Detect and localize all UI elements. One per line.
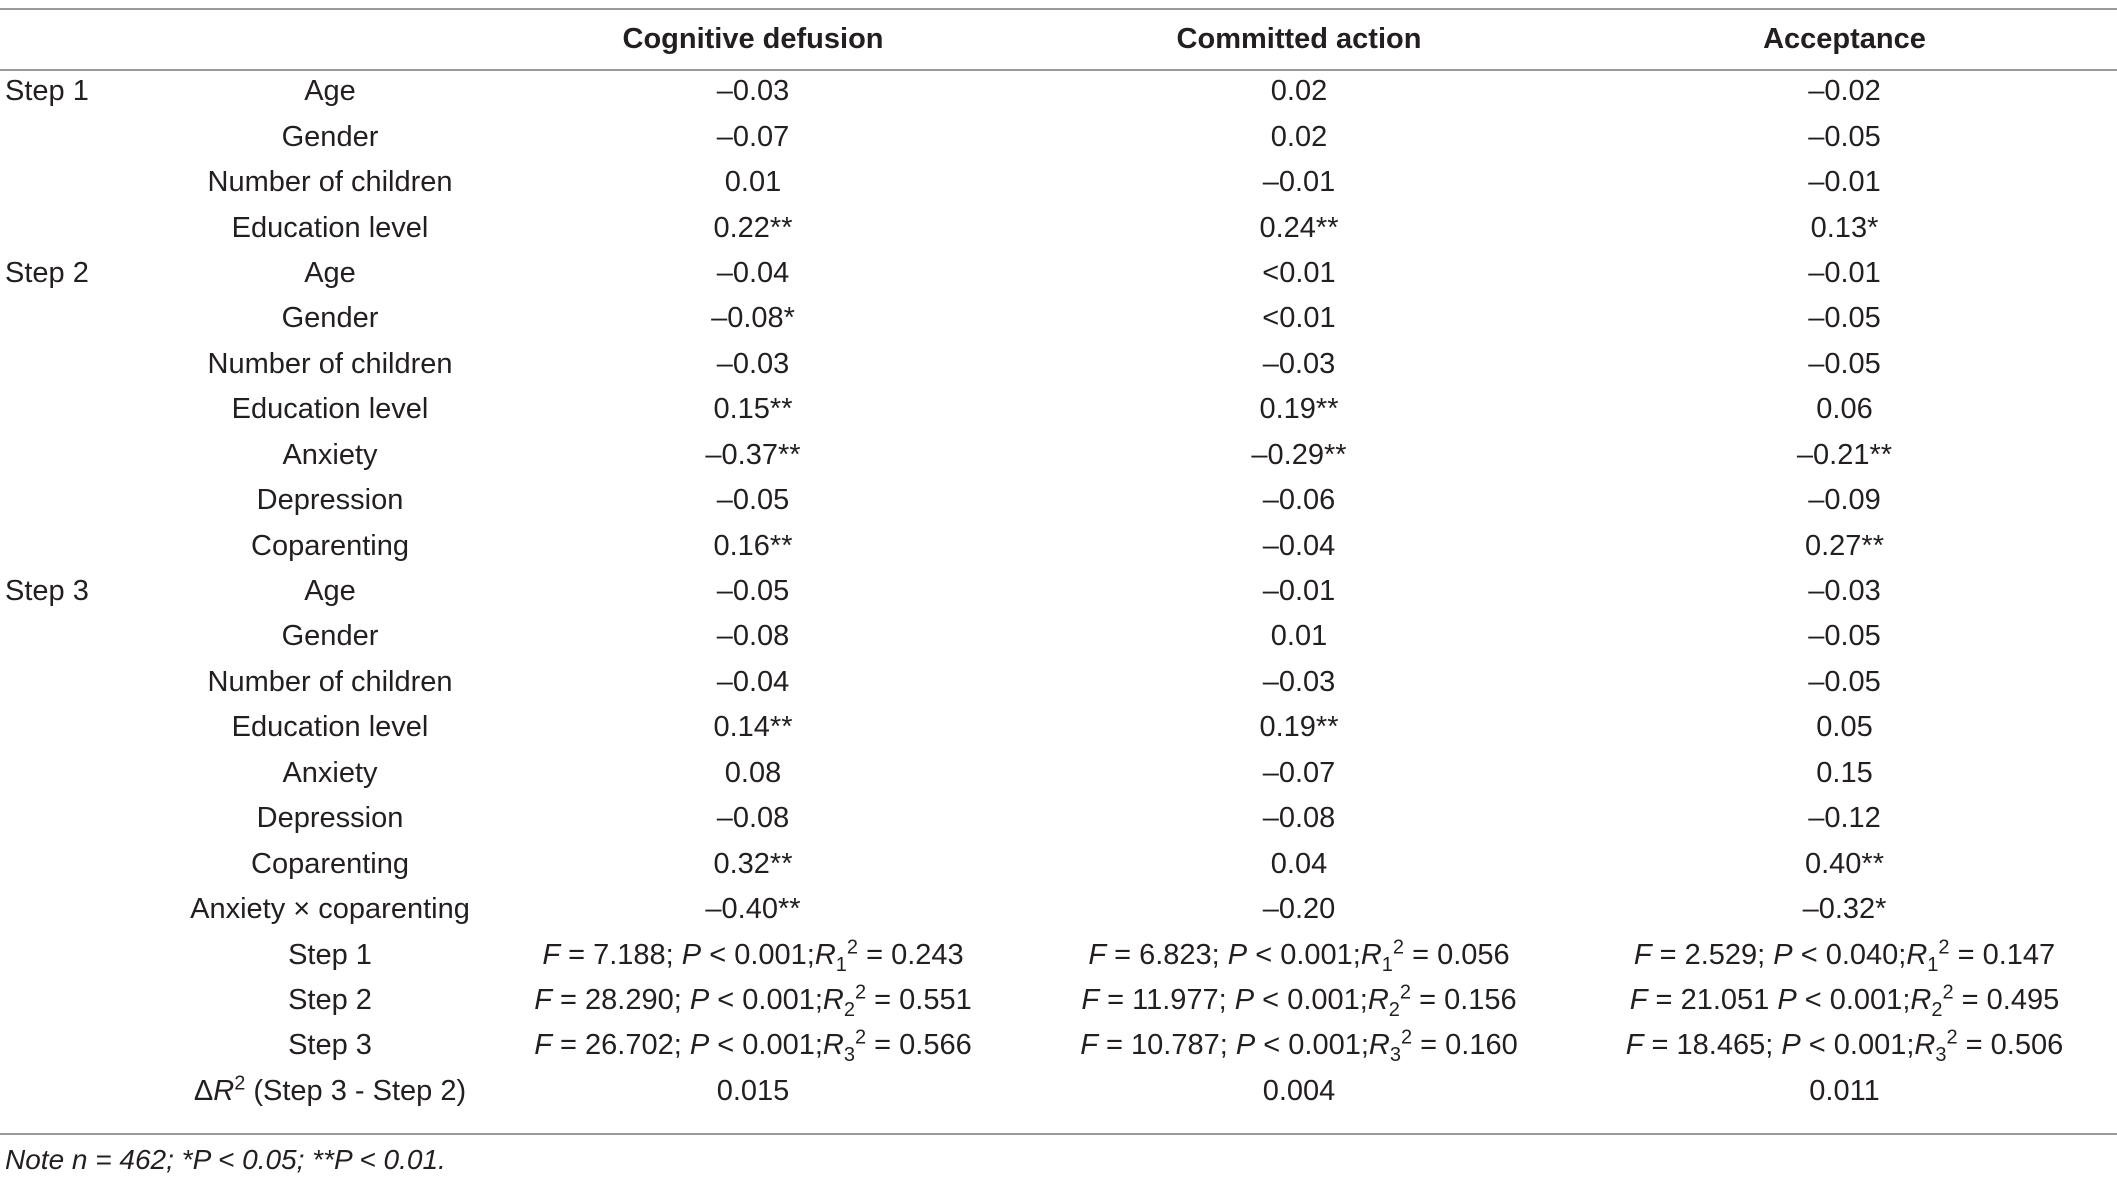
separator: ; [1219, 1029, 1228, 1062]
less-than: < [1255, 1029, 1289, 1062]
table-row [0, 796, 2117, 841]
step-label [0, 296, 180, 341]
r-letter: R [814, 938, 836, 971]
step-label [0, 841, 180, 886]
r-superscript: 2 [1392, 935, 1405, 958]
table-body [0, 69, 2117, 1114]
table-note: Note n = 462; *P < 0.05; **P < 0.01. [5, 1144, 446, 1175]
acceptance-value: –0.05 [1808, 347, 1881, 380]
cognitive-defusion-value: –0.08 [716, 802, 790, 835]
committed-action-value: –0.01 [1262, 575, 1336, 608]
p-value: 0.001 [742, 1029, 815, 1062]
equals: = [858, 938, 892, 971]
acceptance-value: –0.03 [1808, 575, 1881, 608]
delta-symbol: Δ [193, 1074, 214, 1107]
p-letter: P [1235, 1029, 1256, 1062]
committed-action-value: <0.01 [1262, 256, 1336, 289]
cognitive-defusion-delta: 0.015 [716, 1074, 790, 1107]
separator: ; [1906, 1029, 1915, 1062]
step-label [0, 478, 180, 523]
less-than: < [1254, 983, 1288, 1016]
p-letter: P [681, 938, 702, 971]
r-superscript: 2 [1946, 1026, 1958, 1049]
r2-value: 0.147 [1982, 938, 2056, 971]
cognitive-defusion-value: –0.05 [716, 484, 790, 517]
r-letter: R [1367, 983, 1389, 1016]
r-letter: R [1360, 938, 1382, 971]
table-row [0, 251, 2117, 296]
equals: = [866, 983, 900, 1016]
cognitive-defusion-value: –0.04 [716, 256, 790, 289]
variable-label: Number of children [207, 166, 453, 199]
committed-action-value: –0.03 [1262, 347, 1336, 380]
cognitive-defusion-value: –0.40** [705, 893, 801, 926]
acceptance-value: –0.09 [1808, 484, 1881, 517]
cognitive-defusion-value: 0.08 [724, 756, 782, 789]
p-value: 0.040 [1825, 938, 1899, 971]
step-label: Step 1 [5, 75, 89, 108]
r2-value: 0.551 [899, 983, 972, 1016]
acceptance-value: 0.27** [1804, 529, 1884, 562]
cognitive-defusion-value: –0.08 [716, 620, 790, 653]
r2-value: 0.243 [891, 938, 964, 971]
f-letter: F [1088, 938, 1107, 971]
cognitive-defusion-value: 0.15** [713, 393, 793, 426]
r-subscript: 2 [843, 998, 855, 1021]
p-letter: P [1781, 1029, 1801, 1062]
step-label [0, 205, 180, 250]
separator: ; [1765, 1029, 1774, 1062]
cognitive-defusion-value: –0.05 [716, 575, 790, 608]
variable-label: Age [304, 256, 356, 289]
cognitive-defusion-value: 0.32** [713, 847, 793, 880]
variable-label: Number of children [207, 665, 453, 698]
table-row [0, 160, 2117, 205]
f-value: 2.529 [1684, 938, 1758, 971]
header-acceptance: Acceptance [1763, 23, 1926, 55]
separator: ; [814, 1029, 823, 1062]
separator: ; [1218, 983, 1227, 1016]
separator: ; [814, 983, 823, 1016]
f-value: 10.787 [1131, 1029, 1220, 1062]
cognitive-defusion-value: –0.03 [716, 347, 790, 380]
acceptance-model-stats [1572, 978, 2117, 1023]
table-row [0, 296, 2117, 341]
table-row [0, 114, 2117, 159]
p-letter: P [689, 983, 710, 1016]
cognitive-defusion-model-stats [480, 932, 1026, 977]
p-letter: P [1773, 938, 1793, 971]
less-than: < [1796, 983, 1830, 1016]
stats-step-label: Step 3 [288, 1029, 372, 1062]
acceptance-delta: 0.011 [1809, 1074, 1880, 1107]
committed-action-value: –0.01 [1262, 166, 1336, 199]
equals: = [1106, 938, 1140, 971]
committed-action-value: 0.01 [1270, 620, 1328, 653]
variable-label: Depression [256, 484, 404, 517]
committed-action-delta: 0.004 [1262, 1074, 1336, 1107]
p-letter: P [1777, 983, 1797, 1016]
cognitive-defusion-value: –0.04 [716, 665, 790, 698]
separator: ; [1757, 938, 1766, 971]
committed-action-value: 0.24** [1259, 211, 1339, 244]
variable-label: Anxiety [282, 756, 378, 789]
p-value: 0.001 [734, 938, 807, 971]
variable-label: Age [304, 75, 356, 108]
r-letter: R [1906, 938, 1928, 971]
f-value: 28.290 [585, 983, 674, 1016]
f-letter: F [542, 938, 561, 971]
r-subscript: 2 [1388, 998, 1400, 1021]
step-label [0, 160, 180, 205]
equals: = [1412, 1029, 1446, 1062]
less-than: < [709, 1029, 743, 1062]
equals: = [1647, 983, 1681, 1016]
committed-action-model-stats [1026, 932, 1572, 977]
less-than: < [701, 938, 735, 971]
f-letter: F [1081, 983, 1100, 1016]
table-row [0, 660, 2117, 705]
p-value: 0.001 [1833, 1029, 1907, 1062]
variable-label: Gender [281, 302, 379, 335]
variable-label: Number of children [207, 347, 453, 380]
header-step-blank [0, 10, 180, 69]
less-than: < [1247, 938, 1281, 971]
less-than: < [1800, 1029, 1834, 1062]
step-label-blank [0, 978, 180, 1023]
acceptance-value: –0.05 [1808, 120, 1881, 153]
r-superscript: 2 [854, 1026, 867, 1049]
space [682, 1029, 690, 1061]
equals: = [1643, 1029, 1677, 1062]
r-subscript: 1 [1927, 953, 1939, 976]
acceptance-value: 0.13* [1810, 211, 1879, 244]
acceptance-value: –0.01 [1808, 166, 1881, 199]
cognitive-defusion-model-stats [480, 1023, 1026, 1068]
committed-action-model-stats [1026, 1023, 1572, 1068]
r-superscript: 2 [1399, 981, 1412, 1004]
acceptance-value: 0.06 [1816, 393, 1873, 426]
f-value: 18.465 [1676, 1029, 1766, 1062]
table-row [0, 478, 2117, 523]
step-label [0, 705, 180, 750]
variable-label: Coparenting [251, 847, 409, 880]
cognitive-defusion-value: –0.03 [716, 75, 790, 108]
acceptance-value: –0.05 [1808, 665, 1881, 698]
table-row [0, 69, 2117, 114]
variable-label: Anxiety × coparenting [190, 893, 470, 926]
stats-step-label: Step 2 [288, 983, 372, 1016]
equals: = [1949, 938, 1983, 971]
less-than: < [1792, 938, 1826, 971]
committed-action-value: –0.08 [1262, 802, 1336, 835]
equals: = [1404, 938, 1438, 971]
variable-label: Depression [256, 802, 404, 835]
step-label [0, 114, 180, 159]
equals: = [1957, 1029, 1991, 1062]
r-letter: R [1914, 1029, 1936, 1062]
r2-value: 0.156 [1444, 983, 1517, 1016]
cognitive-defusion-value: 0.22** [713, 211, 793, 244]
variable-label: Education level [231, 211, 429, 244]
committed-action-value: 0.04 [1270, 847, 1328, 880]
separator: ; [1902, 983, 1911, 1016]
r2-value: 0.566 [899, 1029, 972, 1062]
committed-action-value: 0.19** [1259, 393, 1339, 426]
delta-suffix: (Step 3 - Step 2) [245, 1074, 467, 1107]
acceptance-value: –0.05 [1808, 302, 1881, 335]
variable-label: Education level [231, 711, 429, 744]
regression-table [0, 10, 2117, 1114]
r-letter: R [822, 983, 844, 1016]
f-letter: F [1080, 1029, 1098, 1062]
space [682, 984, 690, 1016]
space [1227, 984, 1235, 1016]
variable-label: Coparenting [251, 529, 409, 562]
committed-action-value: 0.02 [1270, 75, 1328, 108]
p-letter: P [689, 1029, 710, 1062]
equals: = [560, 938, 594, 971]
acceptance-value: 0.05 [1816, 711, 1873, 744]
variable-label: Education level [231, 393, 429, 426]
space [1220, 939, 1228, 971]
r-letter: R [1368, 1029, 1390, 1062]
cognitive-defusion-value: 0.16** [713, 529, 793, 562]
stats-step-label: Step 1 [288, 938, 372, 971]
step-label [0, 342, 180, 387]
variable-label: Gender [281, 120, 379, 153]
equals: = [551, 983, 586, 1016]
variable-label: Age [304, 575, 356, 608]
step-label [0, 614, 180, 659]
cognitive-defusion-value: 0.01 [724, 166, 782, 199]
p-value: 0.001 [1287, 983, 1360, 1016]
stats-row [0, 978, 2117, 1023]
acceptance-value: –0.01 [1808, 256, 1881, 289]
r-superscript: 2 [234, 1072, 246, 1095]
committed-action-model-stats [1026, 978, 1572, 1023]
step-label-blank [0, 1023, 180, 1068]
equals: = [1097, 1029, 1132, 1062]
equals: = [1651, 938, 1685, 971]
r-subscript: 3 [1935, 1044, 1947, 1067]
variable-label: Anxiety [282, 438, 378, 471]
separator: ; [673, 1029, 682, 1062]
p-letter: P [1234, 983, 1255, 1016]
step-label [0, 660, 180, 705]
cognitive-defusion-value: –0.08* [711, 302, 795, 335]
bottom-rule [0, 1133, 2117, 1135]
less-than: < [709, 983, 743, 1016]
separator: ; [806, 938, 815, 971]
equals: = [551, 1029, 586, 1062]
acceptance-model-stats [1572, 1023, 2117, 1068]
stats-row [0, 1023, 2117, 1068]
f-value: 11.977 [1132, 983, 1219, 1016]
separator: ; [665, 938, 674, 971]
committed-action-value: –0.03 [1262, 665, 1336, 698]
table-row [0, 205, 2117, 250]
header-row [0, 10, 2117, 69]
acceptance-model-stats [1572, 932, 2117, 977]
separator: ; [1898, 938, 1907, 971]
acceptance-value: –0.05 [1808, 620, 1881, 653]
space [1228, 1029, 1236, 1061]
table-row [0, 751, 2117, 796]
step-label: Step 2 [5, 256, 89, 289]
r-superscript: 2 [1942, 981, 1954, 1004]
f-value: 21.051 [1680, 983, 1770, 1016]
p-value: 0.001 [1288, 1029, 1361, 1062]
equals: = [1099, 983, 1133, 1016]
step-label [0, 887, 180, 932]
step-label [0, 796, 180, 841]
f-letter: F [1625, 1029, 1644, 1062]
r-superscript: 2 [1938, 935, 1950, 958]
acceptance-value: 0.15 [1816, 756, 1873, 789]
acceptance-value: –0.02 [1808, 75, 1881, 108]
p-value: 0.001 [1829, 983, 1903, 1016]
table-row [0, 387, 2117, 432]
committed-action-value: <0.01 [1262, 302, 1336, 335]
p-value: 0.001 [742, 983, 815, 1016]
cognitive-defusion-model-stats [480, 978, 1026, 1023]
step-label: Step 3 [5, 575, 89, 608]
space [674, 939, 682, 971]
table-row [0, 523, 2117, 568]
f-letter: F [534, 1029, 552, 1062]
separator: ; [673, 983, 682, 1016]
separator: ; [1360, 1029, 1369, 1062]
cognitive-defusion-value: 0.14** [713, 711, 793, 744]
acceptance-value: –0.32* [1802, 893, 1887, 926]
table-row [0, 569, 2117, 614]
r-superscript: 2 [1400, 1026, 1413, 1049]
f-letter: F [1629, 983, 1648, 1016]
r-subscript: 3 [843, 1044, 855, 1067]
step-label [0, 523, 180, 568]
r-letter: R [213, 1074, 235, 1107]
committed-action-value: –0.20 [1262, 893, 1336, 926]
committed-action-value: –0.04 [1262, 529, 1336, 562]
f-letter: F [1633, 938, 1652, 971]
committed-action-value: 0.02 [1270, 120, 1328, 153]
equals: = [1411, 983, 1445, 1016]
f-value: 6.823 [1139, 938, 1212, 971]
header-committed-action: Committed action [1176, 23, 1422, 55]
equals: = [866, 1029, 900, 1062]
equals: = [1953, 983, 1987, 1016]
cognitive-defusion-value: –0.07 [716, 120, 790, 153]
header-cognitive-defusion: Cognitive defusion [622, 23, 884, 55]
p-value: 0.001 [1280, 938, 1353, 971]
separator: ; [1211, 938, 1220, 971]
f-value: 7.188 [593, 938, 666, 971]
step-label-blank [0, 932, 180, 977]
r-subscript: 1 [835, 953, 847, 976]
table-row [0, 614, 2117, 659]
variable-label: Gender [281, 620, 379, 653]
r2-value: 0.506 [1990, 1029, 2064, 1062]
step-label [0, 387, 180, 432]
p-letter: P [1227, 938, 1248, 971]
acceptance-value: 0.40** [1804, 847, 1884, 880]
r-subscript: 3 [1389, 1044, 1401, 1067]
acceptance-value: –0.21** [1796, 438, 1893, 471]
step-label [0, 751, 180, 796]
step-label-blank [0, 1069, 180, 1114]
delta-row [0, 1069, 2117, 1114]
header-variable-blank [180, 10, 480, 69]
r2-value: 0.056 [1437, 938, 1510, 971]
step-label [0, 433, 180, 478]
delta-label [180, 1069, 480, 1114]
r-letter: R [1910, 983, 1932, 1016]
table-row [0, 342, 2117, 387]
r2-value: 0.495 [1986, 983, 2060, 1016]
committed-action-value: –0.06 [1262, 484, 1336, 517]
r-superscript: 2 [854, 981, 867, 1004]
stats-row [0, 932, 2117, 977]
r2-value: 0.160 [1445, 1029, 1518, 1062]
separator: ; [1359, 983, 1368, 1016]
committed-action-value: 0.19** [1259, 711, 1339, 744]
separator: ; [1352, 938, 1361, 971]
f-value: 26.702 [585, 1029, 674, 1062]
f-letter: F [534, 983, 552, 1016]
table-row [0, 841, 2117, 886]
table-row [0, 705, 2117, 750]
committed-action-value: –0.07 [1262, 756, 1336, 789]
cognitive-defusion-value: –0.37** [705, 438, 801, 471]
committed-action-value: –0.29** [1251, 438, 1347, 471]
table-row [0, 887, 2117, 932]
r-subscript: 2 [1931, 998, 1943, 1021]
table-row [0, 433, 2117, 478]
r-letter: R [822, 1029, 844, 1062]
acceptance-value: –0.12 [1808, 802, 1881, 835]
r-superscript: 2 [846, 935, 859, 958]
r-subscript: 1 [1381, 953, 1393, 976]
